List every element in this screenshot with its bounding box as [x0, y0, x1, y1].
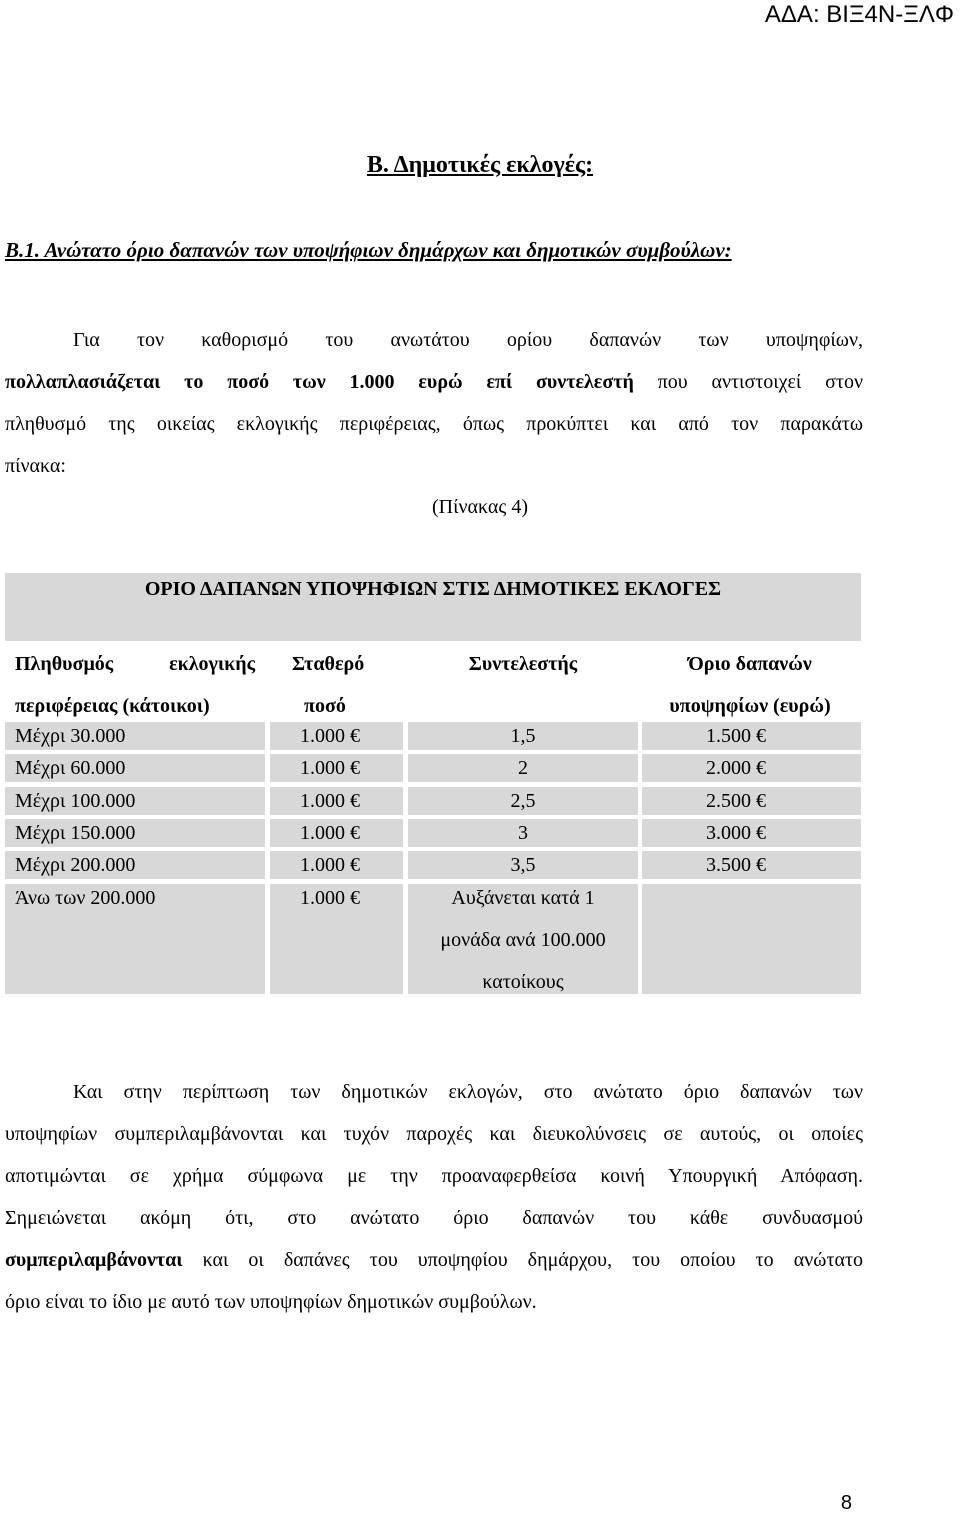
fixed-cell: 1.000 €	[300, 757, 360, 779]
population-cell: Μέχρι 100.000	[15, 790, 136, 812]
closing-line-4: Σημειώνεται ακόμη ότι, στο ανώτατο όριο δαπανών του κάθε συνδυασμού	[5, 1207, 863, 1229]
closing-line-1: Και στην περίπτωση των δημοτικών εκλογών, στο ανώτατο όριο δαπανών των	[73, 1081, 863, 1103]
limit-cell: 3.000 €	[706, 822, 766, 844]
header-fixed: Σταθερό	[292, 653, 365, 675]
limit-cell: 1.500 €	[706, 725, 766, 747]
subsection-title: Β.1. Ανώτατο όριο δαπανών των υποψήφιων δημάρχων και δημοτικών συμβούλων:	[5, 238, 732, 262]
population-cell: Μέχρι 200.000	[15, 854, 136, 876]
fixed-cell: 1.000 €	[300, 790, 360, 812]
limit-cell: 2.000 €	[706, 757, 766, 779]
coefficient-cell: 3,5	[510, 854, 536, 876]
closing-line-6: όριο είναι το ίδιο με αυτό των υποψηφίων δημοτικών συμβούλων.	[5, 1291, 537, 1313]
fixed-cell: 1.000 €	[300, 725, 360, 747]
header-population-2: περιφέρειας (κάτοικοι)	[15, 695, 210, 717]
population-cell: Μέχρι 30.000	[15, 725, 126, 747]
population-cell: Μέχρι 150.000	[15, 822, 136, 844]
table-caption: (Πίνακας 4)	[432, 496, 528, 518]
fixed-cell: 1.000 €	[300, 887, 360, 909]
header-population: Πληθυσμός εκλογικής	[15, 653, 255, 675]
intro-line-3: πληθυσμό της οικείας εκλογικής περιφέρειας, όπως προκύπτει και από τον παρακάτω	[5, 413, 863, 435]
coefficient-cell: 2,5	[510, 790, 536, 812]
closing-line-2: υποψηφίων συμπεριλαμβάνονται και τυχόν παροχές και διευκολύνσεις σε αυτούς, οι οποίες	[5, 1123, 863, 1145]
ada-code: ΑΔΑ: ΒΙΞ4Ν-ΞΛΦ	[764, 1, 954, 28]
coefficient-cell: 2	[518, 757, 528, 779]
header-coefficient: Συντελεστής	[468, 653, 578, 675]
closing-line-5	[5, 1246, 863, 1274]
header-limit: Όριο δαπανών	[688, 653, 812, 675]
coefficient-cell-line-2: μονάδα ανά 100.000	[440, 929, 606, 951]
coefficient-cell: Αυξάνεται κατά 1	[451, 887, 595, 909]
population-cell: Άνω των 200.000	[15, 887, 156, 909]
coefficient-cell: 3	[518, 822, 528, 844]
header-limit-2: υποψηφίων (ευρώ)	[669, 695, 831, 717]
table-title: ΟΡΙΟ ΔΑΠΑΝΩΝ ΥΠΟΨΗΦΙΩΝ ΣΤΙΣ ΔΗΜΟΤΙΚΕΣ ΕΚΛΟΓΕΣ	[144, 578, 722, 600]
closing-line-5-rest: και οι δαπάνες του υποψηφίου δημάρχου, του οποίου το ανώτατο	[182, 1249, 863, 1271]
section-title: Β. Δημοτικές εκλογές:	[366, 152, 594, 178]
intro-line-2-rest: που αντιστοιχεί στον	[633, 371, 863, 393]
closing-bold-word: συμπεριλαμβάνονται	[5, 1249, 183, 1271]
page-number: 8	[840, 1492, 852, 1514]
intro-line-4: πίνακα:	[5, 455, 66, 477]
intro-bold-text: πολλαπλασιάζεται το ποσό των 1.000 ευρώ επί συντελεστή	[5, 371, 634, 393]
intro-line-2	[5, 368, 863, 396]
limit-cell: 2.500 €	[706, 790, 766, 812]
header-fixed-2: ποσό	[304, 695, 346, 717]
limit-cell: 3.500 €	[706, 854, 766, 876]
population-cell: Μέχρι 60.000	[15, 757, 126, 779]
fixed-cell: 1.000 €	[300, 822, 360, 844]
intro-line-1: Για τον καθορισμό του ανωτάτου ορίου δαπανών των υποψηφίων,	[73, 329, 863, 351]
coefficient-cell: 1,5	[510, 725, 536, 747]
coefficient-cell-line-3: κατοίκους	[482, 971, 564, 993]
closing-line-3: αποτιμώνται σε χρήμα σύμφωνα με την προαναφερθείσα κοινή Υπουργική Απόφαση.	[5, 1165, 863, 1187]
fixed-cell: 1.000 €	[300, 854, 360, 876]
